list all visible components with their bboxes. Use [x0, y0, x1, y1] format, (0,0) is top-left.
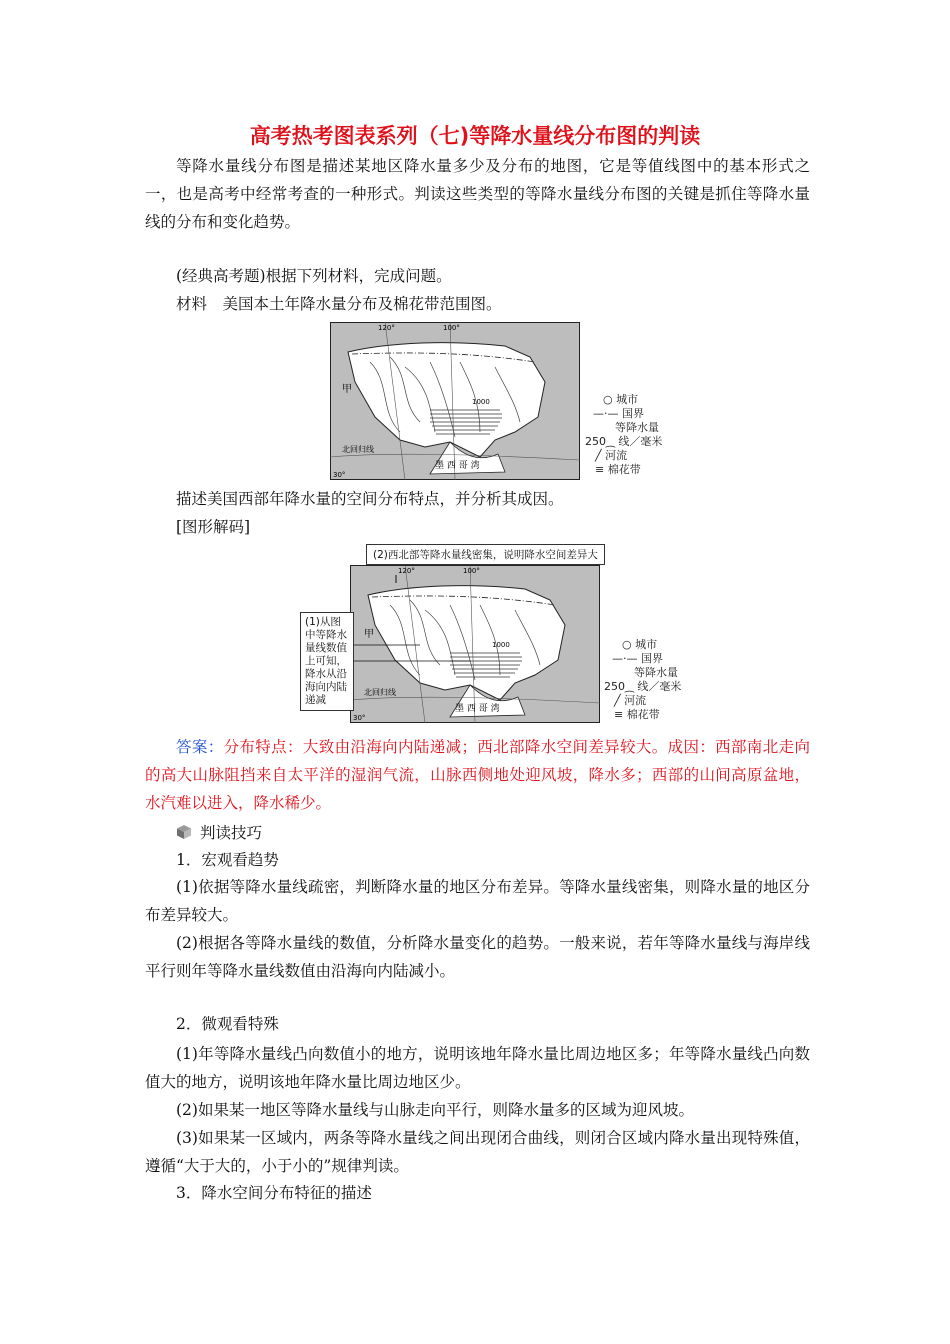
skill-2-title: 2．微观看特殊 [176, 1015, 279, 1033]
intro-paragraph: 等降水量线分布图是描述某地区降水量多少及分布的地图，它是等值线图中的基本形式之一，也是高考中经常考查的一种形式。判读这些类型的等降水量线分布图的关键是抓住等降水量线的分布和变化趋势。 [145, 157, 810, 231]
lon-label-120-b: 120° [398, 567, 415, 575]
city-symbol-icon-b: ○ [622, 638, 636, 651]
lon-label-120: 120° [378, 324, 395, 332]
legend-isohyet-value-b: 250 [604, 680, 625, 693]
legend-isohyet-1: 等降水量 [615, 421, 659, 434]
city-symbol-icon: ○ [603, 393, 617, 406]
place-jia: 甲 [342, 384, 352, 395]
legend-isohyet-value: 250 [585, 435, 606, 448]
skill-3-title: 3．降水空间分布特征的描述 [176, 1184, 372, 1202]
page-title: 高考热考图表系列（七)等降水量线分布图的判读 [249, 124, 701, 148]
skill-2-point-2: (2)如果某一地区等降水量线与山脉走向平行，则降水量多的区域为迎风坡。 [176, 1101, 694, 1119]
lon-label-100-b: 100° [463, 567, 480, 575]
border-symbol-icon-b: —·— [612, 652, 641, 665]
legend-isohyet-1-b: 等降水量 [634, 666, 678, 679]
skills-heading-row [176, 820, 816, 846]
legend-cotton-b: 棉花带 [626, 708, 660, 721]
answer-paragraph [145, 733, 810, 817]
answer-text: 分布特点：大致由沿海向内陆递减；西北部降水空间差异较大。成因：西部南北走向的高大山脉阻挡来自太平洋的湿润气流，山脉西侧地处迎风坡，降水多；西部的山间高原盆地，水汽难以进入，降水稀少。 [145, 738, 810, 812]
question-ask: 描述美国西部年降水量的空间分布特点，并分析其成因。 [176, 490, 564, 508]
river-symbol-icon-b: ╱ [614, 694, 625, 707]
callout-coast-to-inland: (1)从图中等降水量线数值上可知，降水从沿海向内陆递减 [300, 612, 354, 711]
isohyet-label-1000-b: 1000 [492, 641, 510, 649]
legend-border-b: 国界 [641, 652, 663, 665]
river-symbol-icon: ╱ [595, 449, 606, 462]
us-precipitation-map-1 [330, 322, 580, 480]
legend-river: 河流 [605, 449, 628, 462]
legend-isohyet-2: 线／毫米 [618, 435, 663, 448]
answer-label: 答案： [176, 738, 224, 756]
question-material: 材料 美国本土年降水量分布及棉花带范围图。 [176, 295, 502, 313]
gulf-of-mexico-label-b: 墨 西 哥 湾 [455, 704, 500, 714]
skill-1-title: 1．宏观看趋势 [176, 851, 279, 869]
question-source: (经典高考题)根据下列材料，完成问题。 [176, 267, 452, 285]
lat-label-30-b: 30° [353, 714, 366, 722]
skill-1-point-2: (2)根据各等降水量线的数值，分析降水量变化的趋势。一般来说，若年等降水量线与海岸线平行则年等降水量线数值由沿海向内陆减小。 [145, 934, 810, 980]
decode-label: [图形解码] [176, 518, 251, 536]
map-legend-1 [585, 393, 662, 477]
place-jia-b: 甲 [364, 629, 374, 640]
lat-label-30: 30° [333, 471, 346, 479]
cotton-symbol-icon: ≡ [595, 463, 608, 476]
legend-border: 国界 [622, 407, 644, 420]
legend-city: 城市 [616, 393, 639, 406]
border-symbol-icon: —·— [593, 407, 622, 420]
gulf-of-mexico-label: 墨 西 哥 湾 [435, 461, 480, 471]
tropic-label: 北回归线 [342, 445, 374, 454]
tropic-label-b: 北回归线 [364, 688, 396, 697]
skill-2-point-3: (3)如果某一区域内，两条等降水量线之间出现闭合曲线，则闭合区域内降水量出现特殊值，遵循“大于大的，小于小的”规律判读。 [145, 1129, 810, 1175]
skill-2-point-1: (1)年等降水量线凸向数值小的地方，说明该地年降水量比周边地区多；年等降水量线凸向数值大的地方，说明该地年降水量比周边地区少。 [145, 1045, 810, 1091]
isohyet-symbol-icon-b: ⁔ [625, 680, 638, 693]
legend-city-b: 城市 [635, 638, 658, 651]
cube-icon [176, 824, 192, 840]
us-precipitation-map-2 [350, 565, 600, 723]
callout-northwest: (2)西北部等降水量线密集，说明降水空间差异大 [366, 544, 605, 565]
map-graphic [330, 322, 580, 480]
lon-label-100: 100° [443, 324, 460, 332]
legend-river-b: 河流 [624, 694, 647, 707]
isohyet-symbol-icon: ⁔ [606, 435, 619, 448]
skills-heading: 判读技巧 [200, 824, 263, 842]
legend-isohyet-2-b: 线／毫米 [637, 680, 682, 693]
cotton-symbol-icon-b: ≡ [614, 708, 627, 721]
isohyet-label-1000: 1000 [472, 398, 490, 406]
map-legend-2 [604, 638, 681, 722]
map-graphic-2 [350, 565, 600, 723]
legend-cotton: 棉花带 [607, 463, 641, 476]
skill-1-point-1: (1)依据等降水量线疏密，判断降水量的地区分布差异。等降水量线密集，则降水量的地区分布差异较大。 [145, 878, 810, 924]
